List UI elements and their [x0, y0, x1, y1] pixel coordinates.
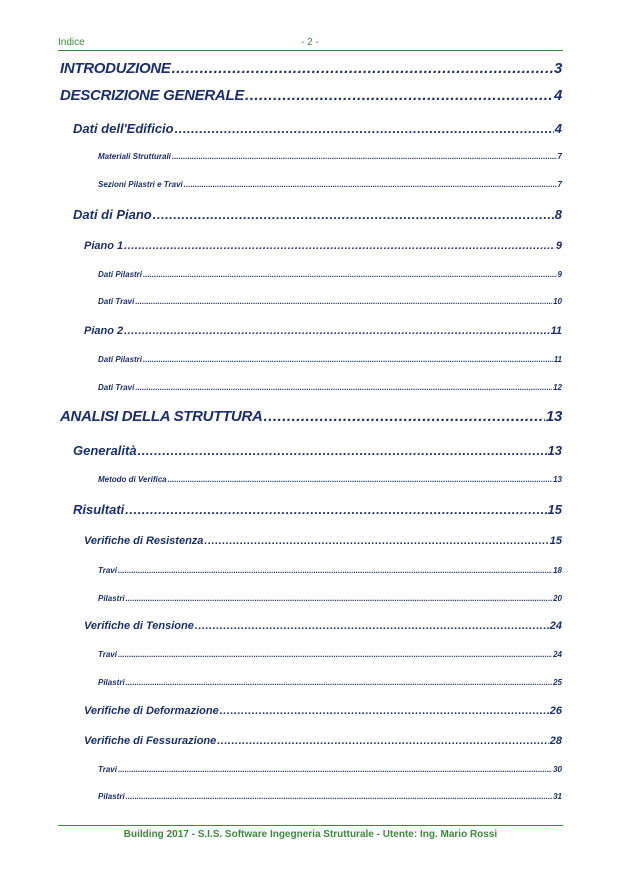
toc-entry-page: 4 — [553, 87, 562, 104]
toc-entry-page: 15 — [549, 535, 562, 547]
toc-entry-fessurazione-travi[interactable] — [98, 765, 562, 774]
toc-entry-label: Dati Pilastri — [98, 270, 143, 279]
toc-entry-page: 10 — [553, 297, 562, 306]
toc-entry-label: ANALISI DELLA STRUTTURA — [60, 408, 263, 425]
toc-entry-page: 11 — [553, 355, 562, 364]
toc-entry-page: 7 — [557, 180, 562, 189]
toc-entry-label: Piano 2 — [84, 325, 124, 337]
toc-leader-dots — [126, 594, 552, 603]
header-page-number: - 2 - — [301, 37, 319, 48]
toc-entry-label: Pilastri — [98, 594, 125, 603]
toc-entry-materiali-strutturali[interactable] — [98, 152, 562, 161]
page-footer — [58, 825, 563, 840]
toc-entry-page: 12 — [553, 383, 562, 392]
toc-entry-tensione-travi[interactable] — [98, 650, 562, 659]
toc-entry-verifiche-tensione[interactable] — [84, 620, 562, 632]
toc-entry-label: Metodo di Verifica — [98, 475, 167, 484]
toc-leader-dots — [220, 705, 549, 717]
toc-entry-label: Verifiche di Fessurazione — [84, 735, 217, 747]
toc-entry-analisi-struttura[interactable] — [60, 408, 562, 425]
toc-entry-page: 9 — [555, 240, 562, 252]
toc-entry-label: Dati di Piano — [73, 207, 152, 222]
toc-entry-label: Dati Travi — [98, 383, 135, 392]
toc-entry-verifiche-resistenza[interactable] — [84, 535, 562, 547]
toc-entry-metodo-verifica[interactable] — [98, 475, 562, 484]
toc-leader-dots — [172, 60, 553, 77]
toc-entry-piano-1[interactable] — [84, 240, 562, 252]
toc-entry-page: 13 — [553, 475, 562, 484]
footer-text: Building 2017 - S.I.S. Software Ingegneria Strutturale - Utente: Ing. Mario Rossi — [123, 829, 498, 840]
toc-entry-label: Travi — [98, 650, 117, 659]
toc-entry-introduzione[interactable] — [60, 60, 562, 77]
toc-entry-page: 28 — [549, 735, 562, 747]
toc-leader-dots — [168, 475, 552, 484]
toc-entry-resistenza-pilastri[interactable] — [98, 594, 562, 603]
toc-leader-dots — [126, 678, 552, 687]
toc-entry-label: Risultati — [73, 502, 125, 517]
toc-entry-page: 24 — [549, 620, 562, 632]
toc-entry-label: Dati Travi — [98, 297, 135, 306]
toc-leader-dots — [264, 408, 545, 425]
header-section-title: Indice — [58, 37, 85, 48]
toc-entry-piano-2[interactable] — [84, 325, 562, 337]
toc-entry-generalita[interactable] — [73, 443, 562, 458]
toc-entry-page: 13 — [547, 443, 562, 458]
toc-entry-page: 9 — [557, 270, 562, 279]
toc-leader-dots — [195, 620, 549, 632]
toc-leader-dots — [143, 355, 553, 364]
toc-entry-dati-edificio[interactable] — [73, 121, 562, 136]
toc-leader-dots — [125, 502, 546, 517]
toc-entry-piano2-dati-pilastri[interactable] — [98, 355, 562, 364]
toc-entry-label: Travi — [98, 566, 117, 575]
toc-leader-dots — [138, 443, 547, 458]
toc-leader-dots — [124, 240, 555, 252]
toc-entry-label: DESCRIZIONE GENERALE — [60, 87, 245, 104]
toc-entry-page: 15 — [547, 502, 562, 517]
toc-entry-dati-di-piano[interactable] — [73, 207, 562, 222]
toc-entry-piano1-dati-pilastri[interactable] — [98, 270, 562, 279]
toc-entry-risultati[interactable] — [73, 502, 562, 517]
toc-entry-page: 4 — [554, 121, 562, 136]
toc-leader-dots — [118, 566, 552, 575]
toc-leader-dots — [204, 535, 548, 547]
toc-leader-dots — [135, 297, 552, 306]
toc-entry-piano1-dati-travi[interactable] — [98, 297, 562, 306]
toc-entry-fessurazione-pilastri[interactable] — [98, 792, 562, 801]
toc-leader-dots — [245, 87, 553, 104]
toc-entry-label: Pilastri — [98, 678, 125, 687]
toc-leader-dots — [153, 207, 554, 222]
toc-entry-page: 30 — [553, 765, 562, 774]
toc-entry-label: Dati Pilastri — [98, 355, 143, 364]
toc-entry-label: Piano 1 — [84, 240, 124, 252]
toc-entry-tensione-pilastri[interactable] — [98, 678, 562, 687]
toc-entry-label: Travi — [98, 765, 117, 774]
toc-leader-dots — [135, 383, 552, 392]
toc-entry-label: Verifiche di Tensione — [84, 620, 194, 632]
toc-entry-verifiche-deformazione[interactable] — [84, 705, 562, 717]
toc-entry-label: Verifiche di Deformazione — [84, 705, 219, 717]
toc-leader-dots — [118, 650, 552, 659]
toc-entry-resistenza-travi[interactable] — [98, 566, 562, 575]
toc-entry-label: INTRODUZIONE — [60, 60, 171, 77]
toc-leader-dots — [124, 325, 549, 337]
toc-leader-dots — [118, 765, 552, 774]
toc-entry-page: 11 — [550, 325, 562, 337]
toc-leader-dots — [217, 735, 549, 747]
toc-entry-label: Pilastri — [98, 792, 125, 801]
toc-entry-sezioni-pilastri-travi[interactable] — [98, 180, 562, 189]
toc-entry-page: 24 — [553, 650, 562, 659]
toc-entry-page: 25 — [553, 678, 562, 687]
toc-leader-dots — [126, 792, 552, 801]
toc-entry-page: 31 — [553, 792, 562, 801]
toc-entry-page: 7 — [557, 152, 562, 161]
toc-entry-descrizione-generale[interactable] — [60, 87, 562, 104]
toc-entry-label: Verifiche di Resistenza — [84, 535, 204, 547]
toc-leader-dots — [175, 121, 554, 136]
toc-entry-page: 20 — [553, 594, 562, 603]
toc-entry-page: 13 — [545, 408, 562, 425]
toc-entry-label: Sezioni Pilastri e Travi — [98, 180, 183, 189]
toc-leader-dots — [184, 180, 557, 189]
toc-entry-page: 18 — [553, 566, 562, 575]
toc-leader-dots — [143, 270, 557, 279]
toc-entry-label: Dati dell'Edificio — [73, 121, 174, 136]
toc-entry-label: Generalità — [73, 443, 137, 458]
toc-entry-verifiche-fessurazione[interactable] — [84, 735, 562, 747]
toc-entry-piano2-dati-travi[interactable] — [98, 383, 562, 392]
toc-entry-page: 8 — [554, 207, 562, 222]
toc-entry-label: Materiali Strutturali — [98, 152, 171, 161]
toc-entry-page: 3 — [553, 60, 562, 77]
toc-leader-dots — [172, 152, 557, 161]
toc-entry-page: 26 — [549, 705, 562, 717]
